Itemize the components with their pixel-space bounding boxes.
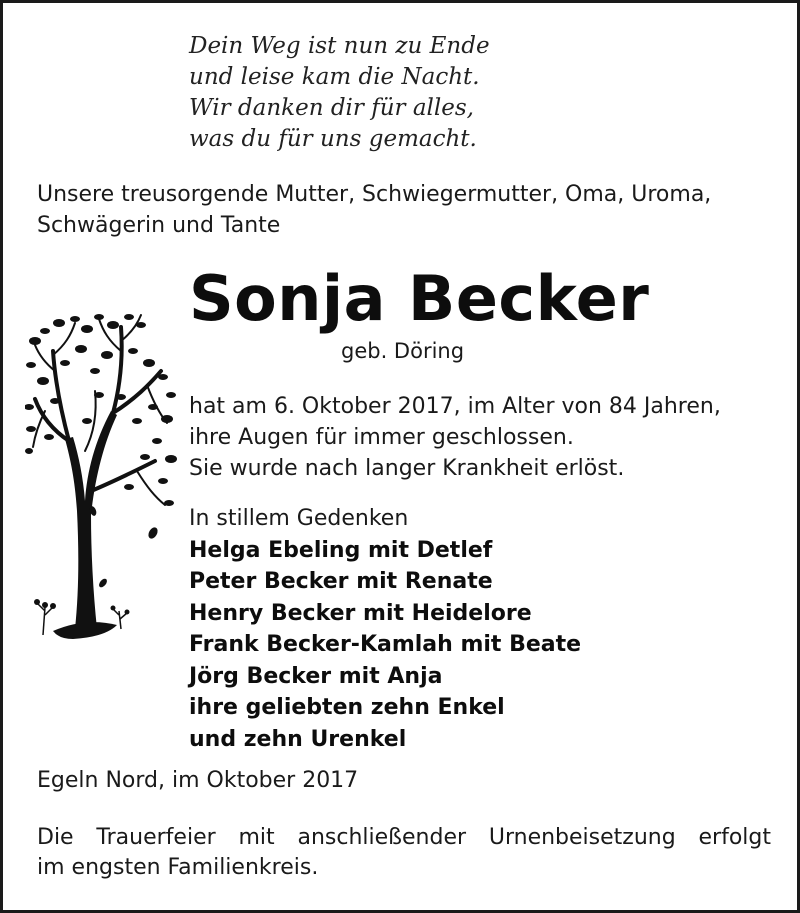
mourner-name: Helga Ebeling mit Detlef <box>189 537 493 563</box>
mourners-heading: In stillem Gedenken <box>189 506 409 531</box>
tree-with-falling-leaves-icon <box>25 311 185 651</box>
poem-line: Wir danken dir für alles, <box>189 95 474 121</box>
mourner-name: ihre geliebten zehn Enkel <box>189 695 505 720</box>
poem-line: und leise kam die Nacht. <box>189 64 480 90</box>
mourners-list <box>189 503 581 755</box>
message-line: hat am 6. Oktober 2017, im Alter von 84 Jahren, <box>189 394 721 419</box>
message-line: ihre Augen für immer geschlossen. <box>189 425 574 450</box>
death-message <box>189 391 721 484</box>
intro-line: Unsere treusorgende Mutter, Schwiegermutter, Oma, Uroma, <box>37 182 712 207</box>
mourner-name: und zehn Urenkel <box>189 726 407 752</box>
memorial-poem <box>189 31 490 155</box>
place-and-date: Egeln Nord, im Oktober 2017 <box>37 768 359 793</box>
funeral-info <box>37 823 771 883</box>
funeral-line: im engsten Familienkreis. <box>37 855 319 880</box>
mourner-name: Peter Becker mit Renate <box>189 569 493 594</box>
mourner-name: Jörg Becker mit Anja <box>189 663 443 689</box>
mourner-name: Frank Becker-Kamlah mit Beate <box>189 632 582 657</box>
intro-text <box>37 179 777 241</box>
birth-name: geb. Döring <box>341 339 465 363</box>
poem-line: was du für uns gemacht. <box>189 126 477 152</box>
poem-line: Dein Weg ist nun zu Ende <box>189 33 490 59</box>
funeral-line: Die Trauerfeier mit anschließender Urnenbeisetzung erfolgt <box>37 825 771 850</box>
deceased-name: Sonja Becker <box>189 262 650 335</box>
mourner-name: Henry Becker mit Heidelore <box>189 600 532 626</box>
intro-line: Schwägerin und Tante <box>37 213 281 238</box>
message-line: Sie wurde nach langer Krankheit erlöst. <box>189 456 625 481</box>
